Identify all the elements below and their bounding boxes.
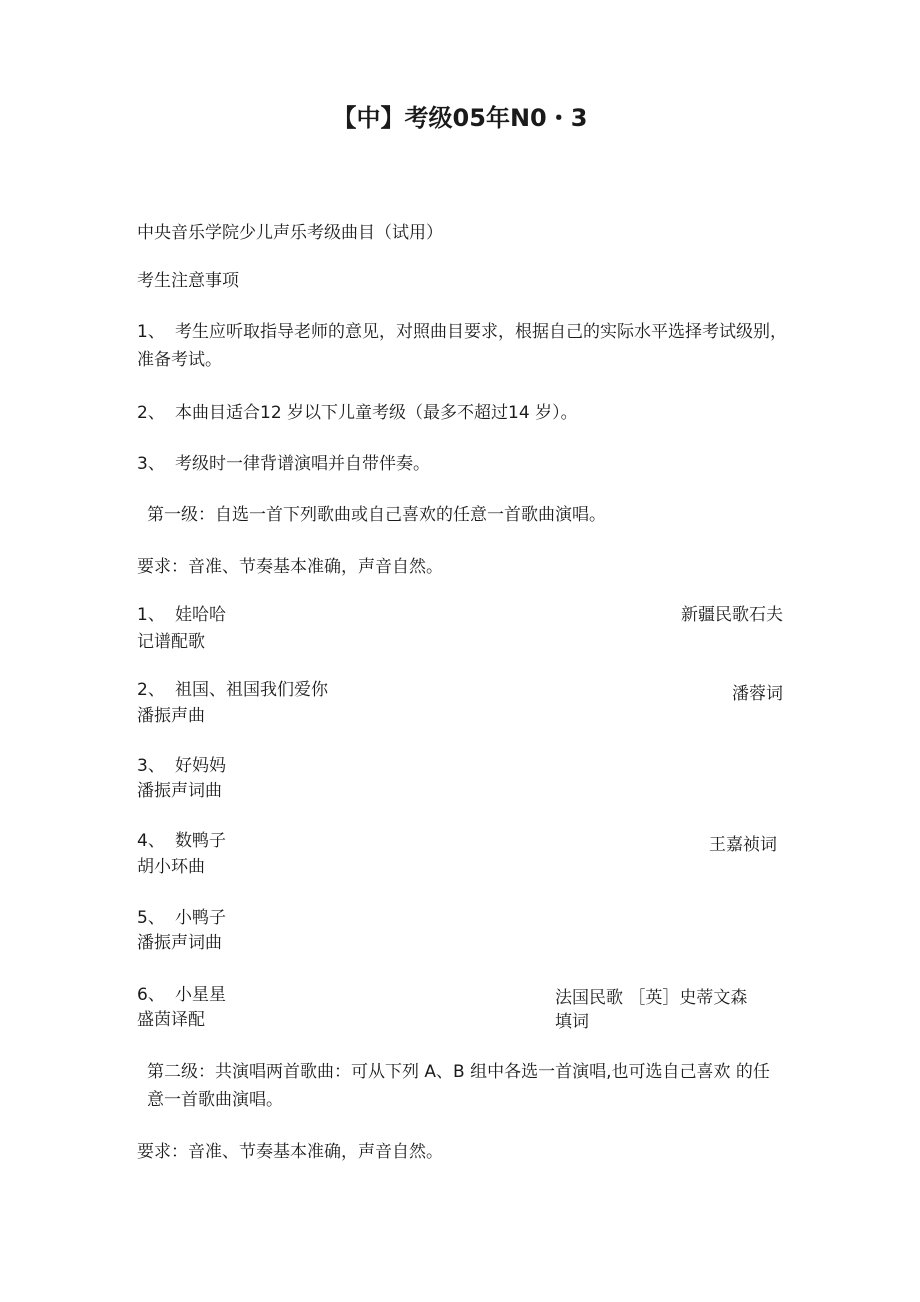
song-title: 数鸭子 bbox=[175, 831, 226, 851]
song-credit-second: 潘振声曲 bbox=[137, 706, 205, 726]
song-title-line bbox=[137, 905, 226, 931]
song-title: 小鸭子 bbox=[175, 908, 226, 928]
song-title: 好妈妈 bbox=[175, 756, 226, 776]
song-number: 1、 bbox=[137, 605, 165, 625]
song-credit: 潘蓉词 bbox=[732, 684, 783, 704]
song-title-line bbox=[137, 602, 226, 628]
song-credit: 新疆民歌石夫 bbox=[681, 605, 783, 625]
song-title: 小星星 bbox=[175, 985, 226, 1005]
song-title-line bbox=[137, 982, 226, 1008]
song-title: 娃哈哈 bbox=[175, 605, 226, 625]
level2-requirement: 要求：音准、节奏基本准确，声音自然。 bbox=[137, 1142, 443, 1162]
notice-heading: 考生注意事项 bbox=[137, 271, 239, 291]
song-credit-second: 盛茵译配 bbox=[137, 1010, 205, 1030]
song-credit: 法国民歌 ［英］史蒂文森 bbox=[555, 988, 748, 1008]
song-title: 祖国、祖国我们爱你 bbox=[175, 680, 328, 700]
song-title-line bbox=[137, 828, 226, 854]
notice-number: 3、 bbox=[137, 454, 165, 474]
song-number: 5、 bbox=[137, 908, 165, 928]
notice-text: 考级时一律背谱演唱并自带伴奏。 bbox=[175, 454, 430, 474]
notice-item bbox=[137, 318, 787, 374]
notice-text: 考生应听取指导老师的意见，对照曲目要求，根据自己的实际水平选择考试级别，准备考试。 bbox=[137, 322, 787, 370]
level1-heading: 第一级：自选一首下列歌曲或自己喜欢的任意一首歌曲演唱。 bbox=[147, 505, 606, 525]
song-title-line bbox=[137, 677, 328, 703]
song-title-line bbox=[137, 753, 226, 779]
song-number: 6、 bbox=[137, 985, 165, 1005]
song-credit-second: 潘振声词曲 bbox=[137, 781, 222, 801]
song-credit-continued: 填词 bbox=[555, 1012, 589, 1032]
song-number: 3、 bbox=[137, 756, 165, 776]
song-number: 2、 bbox=[137, 680, 165, 700]
level2-heading: 第二级：共演唱两首歌曲：可从下列 A、B 组中各选一首演唱,也可选自己喜欢 的任意一首歌曲演唱。 bbox=[147, 1062, 770, 1110]
document-subtitle: 中央音乐学院少儿声乐考级曲目（试用） bbox=[137, 223, 443, 243]
notice-item bbox=[137, 451, 430, 477]
level1-requirement: 要求：音准、节奏基本准确，声音自然。 bbox=[137, 557, 443, 577]
song-credit-second: 潘振声词曲 bbox=[137, 933, 222, 953]
notice-number: 1、 bbox=[137, 322, 165, 342]
song-credit: 王嘉祯词 bbox=[709, 835, 777, 855]
notice-item bbox=[137, 400, 578, 426]
song-credit-second: 胡小环曲 bbox=[137, 857, 205, 877]
page-title: 【中】考级05年N0・3 bbox=[332, 104, 588, 132]
song-credit-second: 记谱配歌 bbox=[137, 632, 205, 652]
notice-number: 2、 bbox=[137, 403, 165, 423]
song-number: 4、 bbox=[137, 831, 165, 851]
notice-text: 本曲目适合12 岁以下儿童考级（最多不超过14 岁）。 bbox=[175, 403, 578, 423]
